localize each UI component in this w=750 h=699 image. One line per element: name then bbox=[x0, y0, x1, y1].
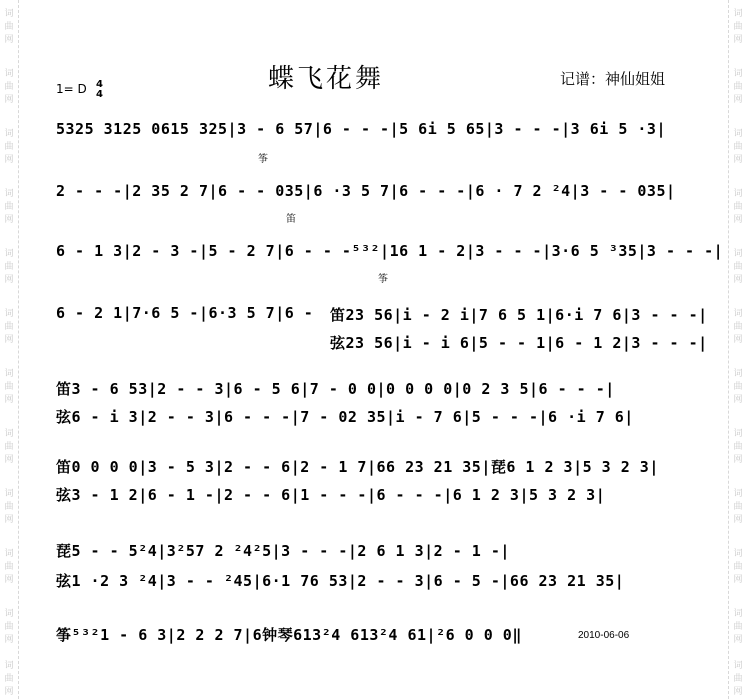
watermark-char: 曲 bbox=[733, 82, 743, 92]
watermark-char: 词 bbox=[4, 489, 14, 499]
watermark-char: 词 bbox=[4, 189, 14, 199]
watermark-char: 词 bbox=[4, 9, 14, 19]
watermark-group bbox=[3, 428, 15, 467]
watermark-char: 网 bbox=[4, 335, 14, 345]
watermark-char: 词 bbox=[733, 9, 743, 19]
score-row-5-upper: 笛3 - 6 53|2 - - 3|6 - 5 6|7 - 0 0|0 0 0 0|0 2 3 5|6 - - -| bbox=[56, 380, 615, 398]
watermark-char: 网 bbox=[733, 515, 743, 525]
watermark-char: 网 bbox=[4, 35, 14, 45]
score-row-7-lower: 弦1 ·2 3 ²4|3 - - ²45|6·1 76 53|2 - - 3|6 - 5 -|66 23 21 35| bbox=[56, 572, 625, 590]
watermark-char: 曲 bbox=[733, 322, 743, 332]
watermark-char: 词 bbox=[733, 429, 743, 439]
watermark-group bbox=[732, 128, 744, 167]
watermark-char: 词 bbox=[733, 549, 743, 559]
score-row-4-lead: 6 - 2 1|7·6 5 -|6·3 5 7|6 - bbox=[56, 304, 314, 322]
watermark-char: 网 bbox=[733, 215, 743, 225]
watermark-char: 词 bbox=[733, 249, 743, 259]
watermark-char: 网 bbox=[733, 395, 743, 405]
watermark-char: 词 bbox=[733, 129, 743, 139]
score-row-3: 6 - 1 3|2 - 3 -|5 - 2 7|6 - - -⁵³²|16 1 - 2|3 - - -|3·6 5 ³35|3 - - -| bbox=[56, 242, 724, 260]
score-row-4-lower: 弦23 56|i - i 6|5 - - 1|6 - 1 2|3 - - -| bbox=[330, 334, 708, 352]
watermark-char: 曲 bbox=[4, 674, 14, 684]
watermark-char: 曲 bbox=[4, 262, 14, 272]
watermark-char: 网 bbox=[4, 275, 14, 285]
page-title: 蝶飞花舞 bbox=[268, 64, 385, 94]
watermark-char: 网 bbox=[733, 155, 743, 165]
watermark-char: 网 bbox=[4, 95, 14, 105]
instrument-marker: 笛 bbox=[286, 214, 296, 225]
score-row-5-lower: 弦6 - i 3|2 - - 3|6 - - -|7 - 02 35|i - 7 6|5 - - -|6 ·i 7 6| bbox=[56, 408, 634, 426]
watermark-char: 网 bbox=[733, 275, 743, 285]
watermark-char: 网 bbox=[733, 635, 743, 645]
score-row-6-upper: 笛0 0 0 0|3 - 5 3|2 - - 6|2 - 1 7|66 23 21 35|琵6 1 2 3|5 3 2 3| bbox=[56, 458, 659, 476]
time-signature bbox=[96, 80, 103, 100]
score-row-4-upper: 笛23 56|i - 2 i|7 6 5 1|6·i 7 6|3 - - -| bbox=[330, 306, 708, 324]
watermark-char: 词 bbox=[4, 609, 14, 619]
watermark-char: 网 bbox=[4, 455, 14, 465]
watermark-group bbox=[3, 548, 15, 587]
watermark-right bbox=[728, 0, 747, 699]
watermark-char: 词 bbox=[4, 661, 14, 671]
watermark-char: 曲 bbox=[733, 502, 743, 512]
watermark-char: 词 bbox=[733, 309, 743, 319]
watermark-char: 曲 bbox=[733, 674, 743, 684]
watermark-char: 曲 bbox=[4, 502, 14, 512]
watermark-char: 网 bbox=[4, 515, 14, 525]
watermark-char: 曲 bbox=[4, 622, 14, 632]
watermark-char: 网 bbox=[4, 575, 14, 585]
watermark-char: 曲 bbox=[733, 622, 743, 632]
watermark-left bbox=[0, 0, 19, 699]
watermark-char: 曲 bbox=[733, 202, 743, 212]
watermark-char: 曲 bbox=[4, 562, 14, 572]
watermark-char: 曲 bbox=[733, 142, 743, 152]
watermark-group bbox=[3, 128, 15, 167]
watermark-group bbox=[3, 660, 15, 699]
watermark-char: 曲 bbox=[4, 142, 14, 152]
watermark-char: 曲 bbox=[4, 202, 14, 212]
watermark-group bbox=[732, 488, 744, 527]
watermark-char: 网 bbox=[4, 155, 14, 165]
time-numerator: 4 bbox=[96, 79, 103, 90]
transcriber-credit: 记谱：神仙姐姐 bbox=[560, 70, 666, 88]
watermark-char: 词 bbox=[733, 609, 743, 619]
watermark-char: 网 bbox=[733, 575, 743, 585]
watermark-group bbox=[732, 248, 744, 287]
watermark-char: 词 bbox=[733, 661, 743, 671]
watermark-char: 网 bbox=[4, 395, 14, 405]
watermark-group bbox=[732, 548, 744, 587]
watermark-group bbox=[732, 368, 744, 407]
watermark-char: 词 bbox=[4, 549, 14, 559]
watermark-group bbox=[732, 608, 744, 647]
watermark-char: 曲 bbox=[733, 22, 743, 32]
watermark-char: 曲 bbox=[4, 442, 14, 452]
watermark-char: 曲 bbox=[4, 382, 14, 392]
watermark-group bbox=[3, 188, 15, 227]
watermark-char: 曲 bbox=[733, 442, 743, 452]
watermark-char: 曲 bbox=[733, 262, 743, 272]
watermark-char: 网 bbox=[4, 215, 14, 225]
watermark-char: 网 bbox=[4, 687, 14, 697]
watermark-char: 网 bbox=[4, 635, 14, 645]
watermark-char: 网 bbox=[733, 335, 743, 345]
watermark-char: 曲 bbox=[733, 562, 743, 572]
watermark-char: 网 bbox=[733, 455, 743, 465]
watermark-char: 曲 bbox=[733, 382, 743, 392]
watermark-group bbox=[3, 608, 15, 647]
watermark-char: 曲 bbox=[4, 22, 14, 32]
watermark-char: 曲 bbox=[4, 322, 14, 332]
watermark-char: 词 bbox=[4, 429, 14, 439]
watermark-char: 词 bbox=[733, 489, 743, 499]
watermark-group bbox=[3, 248, 15, 287]
watermark-group bbox=[732, 8, 744, 47]
watermark-group bbox=[3, 8, 15, 47]
watermark-group bbox=[732, 660, 744, 699]
time-denominator: 4 bbox=[96, 89, 103, 100]
watermark-char: 网 bbox=[733, 95, 743, 105]
watermark-char: 词 bbox=[733, 69, 743, 79]
watermark-char: 网 bbox=[733, 35, 743, 45]
instrument-marker: 筝 bbox=[378, 274, 388, 285]
score-row-8: 筝⁵³²1 - 6 3|2 2 2 7|6钟琴613²4 613²4 61|²6 0 0 0‖ bbox=[56, 626, 522, 644]
watermark-char: 词 bbox=[4, 249, 14, 259]
watermark-char: 网 bbox=[733, 687, 743, 697]
score-row-2: 2 - - -|2 35 2 7|6 - - 035|6 ·3 5 7|6 - - -|6 · 7 2 ²4|3 - - 035| bbox=[56, 182, 676, 200]
watermark-group bbox=[3, 488, 15, 527]
score-row-6-lower: 弦3 - 1 2|6 - 1 -|2 - - 6|1 - - -|6 - - -|6 1 2 3|5 3 2 3| bbox=[56, 486, 606, 504]
watermark-group bbox=[732, 428, 744, 467]
score-row-1: 5325 3125 0615 325|3 - 6 57|6 - - -|5 6i 5 65|3 - - -|3 6i 5 ·3| bbox=[56, 120, 666, 138]
watermark-group bbox=[732, 308, 744, 347]
watermark-group bbox=[3, 368, 15, 407]
watermark-char: 词 bbox=[4, 69, 14, 79]
key-signature: 1= D bbox=[56, 82, 87, 96]
watermark-char: 词 bbox=[4, 309, 14, 319]
watermark-group bbox=[3, 308, 15, 347]
watermark-char: 曲 bbox=[4, 82, 14, 92]
watermark-group bbox=[732, 68, 744, 107]
score-row-7-upper: 琵5 - - 5²4|3²57 2 ²4²5|3 - - -|2 6 1 3|2 - 1 -| bbox=[56, 542, 510, 560]
date-label: 2010-06-06 bbox=[578, 630, 630, 641]
watermark-group bbox=[732, 188, 744, 227]
instrument-marker: 筝 bbox=[258, 154, 268, 165]
watermark-group bbox=[3, 68, 15, 107]
watermark-char: 词 bbox=[733, 369, 743, 379]
watermark-char: 词 bbox=[733, 189, 743, 199]
watermark-char: 词 bbox=[4, 129, 14, 139]
watermark-char: 词 bbox=[4, 369, 14, 379]
